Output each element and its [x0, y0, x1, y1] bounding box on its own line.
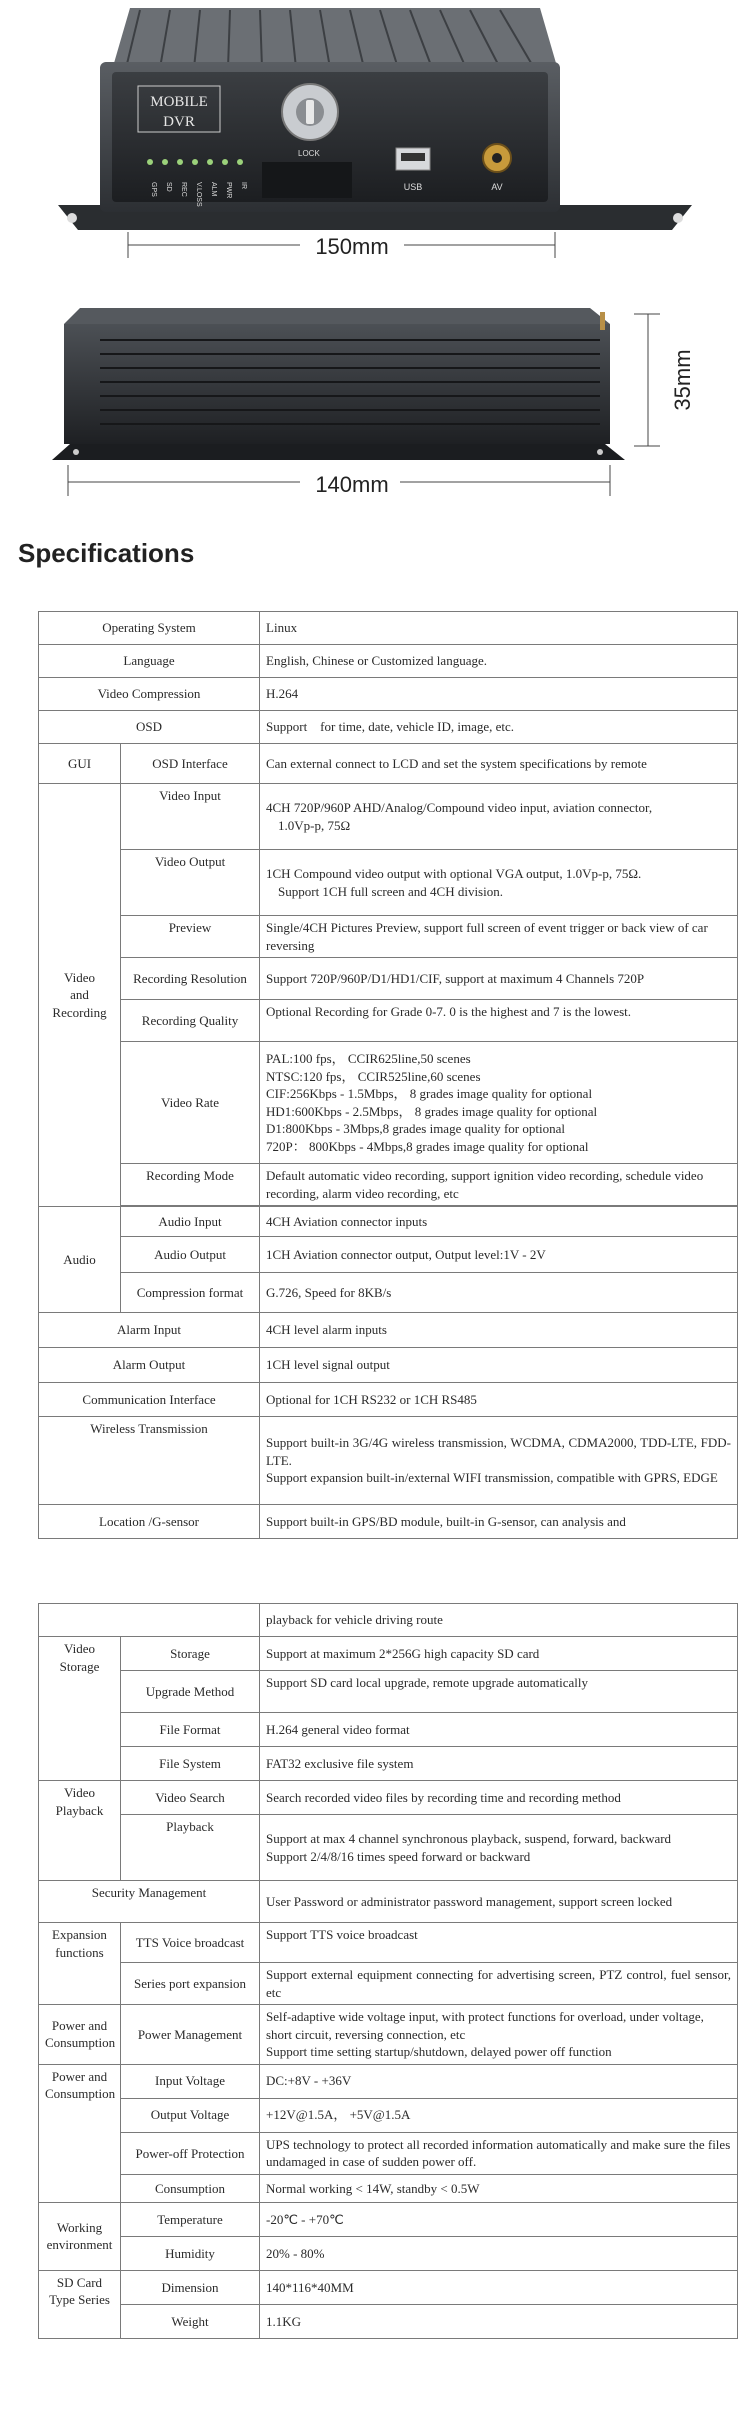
value-line: Support at max 4 channel synchronous playback, suspend, forward, backward	[266, 1830, 672, 1846]
value-line: CIF:256Kbps - 1.5Mbps， 8 grades image quality for optional	[266, 1086, 593, 1102]
spec-value: Linux	[260, 612, 738, 645]
spec-value: English, Chinese or Customized language.	[260, 645, 738, 678]
spec-group-label: Audio	[39, 1207, 121, 1313]
spec-label: Preview	[121, 916, 260, 958]
spec-value: Default automatic video recording, support ignition video recording, schedule video recording, alarm video recording, etc	[260, 1164, 738, 1206]
spec-table-2	[38, 1603, 738, 2339]
value-line: Support 1CH full screen and 4CH division.	[278, 883, 503, 899]
spec-label: Storage	[121, 1637, 260, 1671]
spec-label: Video Compression	[39, 678, 260, 711]
spec-value: 1CH level signal output	[260, 1348, 738, 1383]
value-line: 720P： 800Kbps - 4Mbps,8 grades image quality for optional	[266, 1138, 589, 1154]
spec-value: UPS technology to protect all recorded information automatically and make sure the files undamaged in case of sudden power off.	[260, 2132, 738, 2174]
spec-value: 20% - 80%	[260, 2236, 738, 2270]
spec-group-label: Working environment	[39, 2202, 121, 2270]
value-line: Self-adaptive wide voltage input, with protect functions for overload, under voltage, short circuit, reversing connection, etc	[266, 2009, 704, 2042]
spec-label: Language	[39, 645, 260, 678]
value-line: Support 2/4/8/16 times speed forward or backward	[266, 1848, 531, 1864]
av-label: AV	[491, 182, 503, 192]
value-line: HD1:600Kbps - 2.5Mbps， 8 grades image quality for optional	[266, 1103, 598, 1119]
value-line: D1:800Kbps - 3Mbps,8 grades image quality for optional	[266, 1121, 565, 1137]
spec-label: Recording Quality	[121, 1000, 260, 1042]
spec-value: 1CH Aviation connector output, Output level:1V - 2V	[260, 1237, 738, 1273]
spec-label: Dimension	[121, 2270, 260, 2304]
spec-label: Video Output	[121, 850, 260, 916]
led-label-alm: ALM	[210, 182, 217, 197]
spec-group-label	[39, 784, 121, 1207]
spec-label: Temperature	[121, 2202, 260, 2236]
spec-group-label: SD Card Type Series	[39, 2270, 121, 2338]
spec-value: Support external equipment connecting for advertising screen, PTZ control, fuel sensor, etc	[260, 1963, 738, 2005]
group-label-line: and	[70, 987, 89, 1003]
spec-value: G.726, Speed for 8KB/s	[260, 1273, 738, 1313]
spec-label: Audio Input	[121, 1207, 260, 1237]
spec-label: Compression format	[121, 1273, 260, 1313]
value-line: PAL:100 fps， CCIR625line,50 scenes	[266, 1050, 471, 1066]
spec-value: Support 720P/960P/D1/HD1/CIF, support at maximum 4 Channels 720P	[260, 958, 738, 1000]
usb-label: USB	[403, 182, 423, 192]
specifications-heading: Specifications	[18, 538, 195, 568]
spec-value: Single/4CH Pictures Preview, support full screen of event trigger or back view of car reversing	[260, 916, 738, 958]
value-line: NTSC:120 fps， CCIR525line,60 scenes	[266, 1068, 481, 1084]
led-label-vloss: V.LOSS	[195, 182, 202, 207]
value-line: 1CH Compound video output with optional VGA output, 1.0Vp-p, 75Ω.	[266, 865, 642, 881]
spec-group-label: Expansion functions	[39, 1923, 121, 2005]
spec-group-label: Video Storage	[39, 1637, 121, 1781]
spec-value	[260, 850, 738, 916]
value-line: 1.0Vp-p, 75Ω	[278, 817, 351, 833]
spec-label: Recording Resolution	[121, 958, 260, 1000]
spec-group-label: Power and Consumption	[39, 2064, 121, 2202]
spec-value: 4CH Aviation connector inputs	[260, 1207, 738, 1237]
spec-label: OSD	[39, 711, 260, 744]
spec-label: Power-off Protection	[121, 2132, 260, 2174]
spec-label: File Format	[121, 1713, 260, 1747]
spec-label: Communication Interface	[39, 1383, 260, 1417]
spec-label: Audio Output	[121, 1237, 260, 1273]
spec-label: Location /G-sensor	[39, 1505, 260, 1539]
spec-label: Video Input	[121, 784, 260, 850]
spec-value: User Password or administrator password management, support screen locked	[260, 1881, 738, 1923]
dvr-front-photo	[0, 0, 750, 268]
spec-value	[260, 784, 738, 850]
spec-value: Support TTS voice broadcast	[260, 1923, 738, 1963]
value-line: Support expansion built-in/external WIFI transmission, compatible with GPRS, EDGE	[266, 1470, 718, 1486]
spec-value: Support at maximum 2*256G high capacity SD card	[260, 1637, 738, 1671]
dvr-side-photo	[0, 300, 750, 525]
front-width-label: 150mm	[315, 234, 389, 259]
spec-label: Humidity	[121, 2236, 260, 2270]
spec-value: 1.1KG	[260, 2304, 738, 2338]
group-label-line: Recording	[52, 1004, 107, 1020]
spec-label: OSD Interface	[121, 744, 260, 784]
spec-value: Support SD card local upgrade, remote upgrade automatically	[260, 1671, 738, 1713]
spec-label: Wireless Transmission	[39, 1417, 260, 1505]
brand-line1: MOBILE	[150, 94, 208, 110]
led-label-rec: REC	[180, 182, 187, 197]
spec-label: Power Management	[121, 2005, 260, 2065]
spec-label: Alarm Input	[39, 1313, 260, 1348]
spec-value: Support for time, date, vehicle ID, image, etc.	[260, 711, 738, 744]
spec-value	[260, 2005, 738, 2065]
spec-label: Recording Mode	[121, 1164, 260, 1206]
spec-label: Video Rate	[121, 1042, 260, 1164]
spec-label: Upgrade Method	[121, 1671, 260, 1713]
spec-label: Consumption	[121, 2174, 260, 2202]
spec-value: +12V@1.5A， +5V@1.5A	[260, 2098, 738, 2132]
group-label-line: Video	[64, 969, 95, 985]
spec-group-label: Power and Consumption	[39, 2005, 121, 2065]
spec-value: Optional for 1CH RS232 or 1CH RS485	[260, 1383, 738, 1417]
spec-value	[260, 1042, 738, 1164]
spec-value: -20℃ - +70℃	[260, 2202, 738, 2236]
spec-value: FAT32 exclusive file system	[260, 1747, 738, 1781]
spec-value	[260, 1417, 738, 1505]
side-width-label: 140mm	[315, 472, 389, 497]
lock-label: LOCK	[298, 149, 320, 158]
spec-label: Weight	[121, 2304, 260, 2338]
value-line: Support time setting startup/shutdown, delayed power off function	[266, 2044, 612, 2060]
spec-value: H.264 general video format	[260, 1713, 738, 1747]
spec-label: Output Voltage	[121, 2098, 260, 2132]
spec-value: H.264	[260, 678, 738, 711]
brand-line2: DVR	[163, 114, 195, 130]
spec-label: Playback	[121, 1815, 260, 1881]
value-line: Support built-in 3G/4G wireless transmission, WCDMA, CDMA2000, TDD-LTE, FDD-LTE.	[266, 1435, 732, 1468]
spec-value: playback for vehicle driving route	[260, 1604, 738, 1637]
spec-value: Can external connect to LCD and set the system specifications by remote	[260, 744, 738, 784]
led-label-ir: IR	[240, 182, 247, 189]
led-label-pwr: PWR	[225, 182, 232, 199]
spec-label: Operating System	[39, 612, 260, 645]
spec-label: Security Management	[39, 1881, 260, 1923]
side-height-label: 35mm	[670, 349, 695, 411]
spec-value: DC:+8V - +36V	[260, 2064, 738, 2098]
spec-label: Input Voltage	[121, 2064, 260, 2098]
spec-label: Series port expansion	[121, 1963, 260, 2005]
led-label-gps: GPS	[150, 182, 157, 197]
spec-value: Optional Recording for Grade 0-7. 0 is the highest and 7 is the lowest.	[260, 1000, 738, 1042]
spec-value: Normal working < 14W, standby < 0.5W	[260, 2174, 738, 2202]
spec-label: File System	[121, 1747, 260, 1781]
spec-value: 4CH level alarm inputs	[260, 1313, 738, 1348]
spec-group-label: GUI	[39, 744, 121, 784]
spec-label: TTS Voice broadcast	[121, 1923, 260, 1963]
value-line: 4CH 720P/960P AHD/Analog/Compound video input, aviation connector,	[266, 799, 653, 815]
spec-label: Video Search	[121, 1781, 260, 1815]
led-label-sd: SD	[165, 182, 172, 192]
spec-value: Support built-in GPS/BD module, built-in G-sensor, can analysis and	[260, 1505, 738, 1539]
spec-value: 140*116*40MM	[260, 2270, 738, 2304]
spec-group-label: Video Playback	[39, 1781, 121, 1881]
spec-value: Search recorded video files by recording time and recording method	[260, 1781, 738, 1815]
spec-table-1	[38, 611, 738, 1539]
spec-value	[260, 1815, 738, 1881]
spec-label: Alarm Output	[39, 1348, 260, 1383]
